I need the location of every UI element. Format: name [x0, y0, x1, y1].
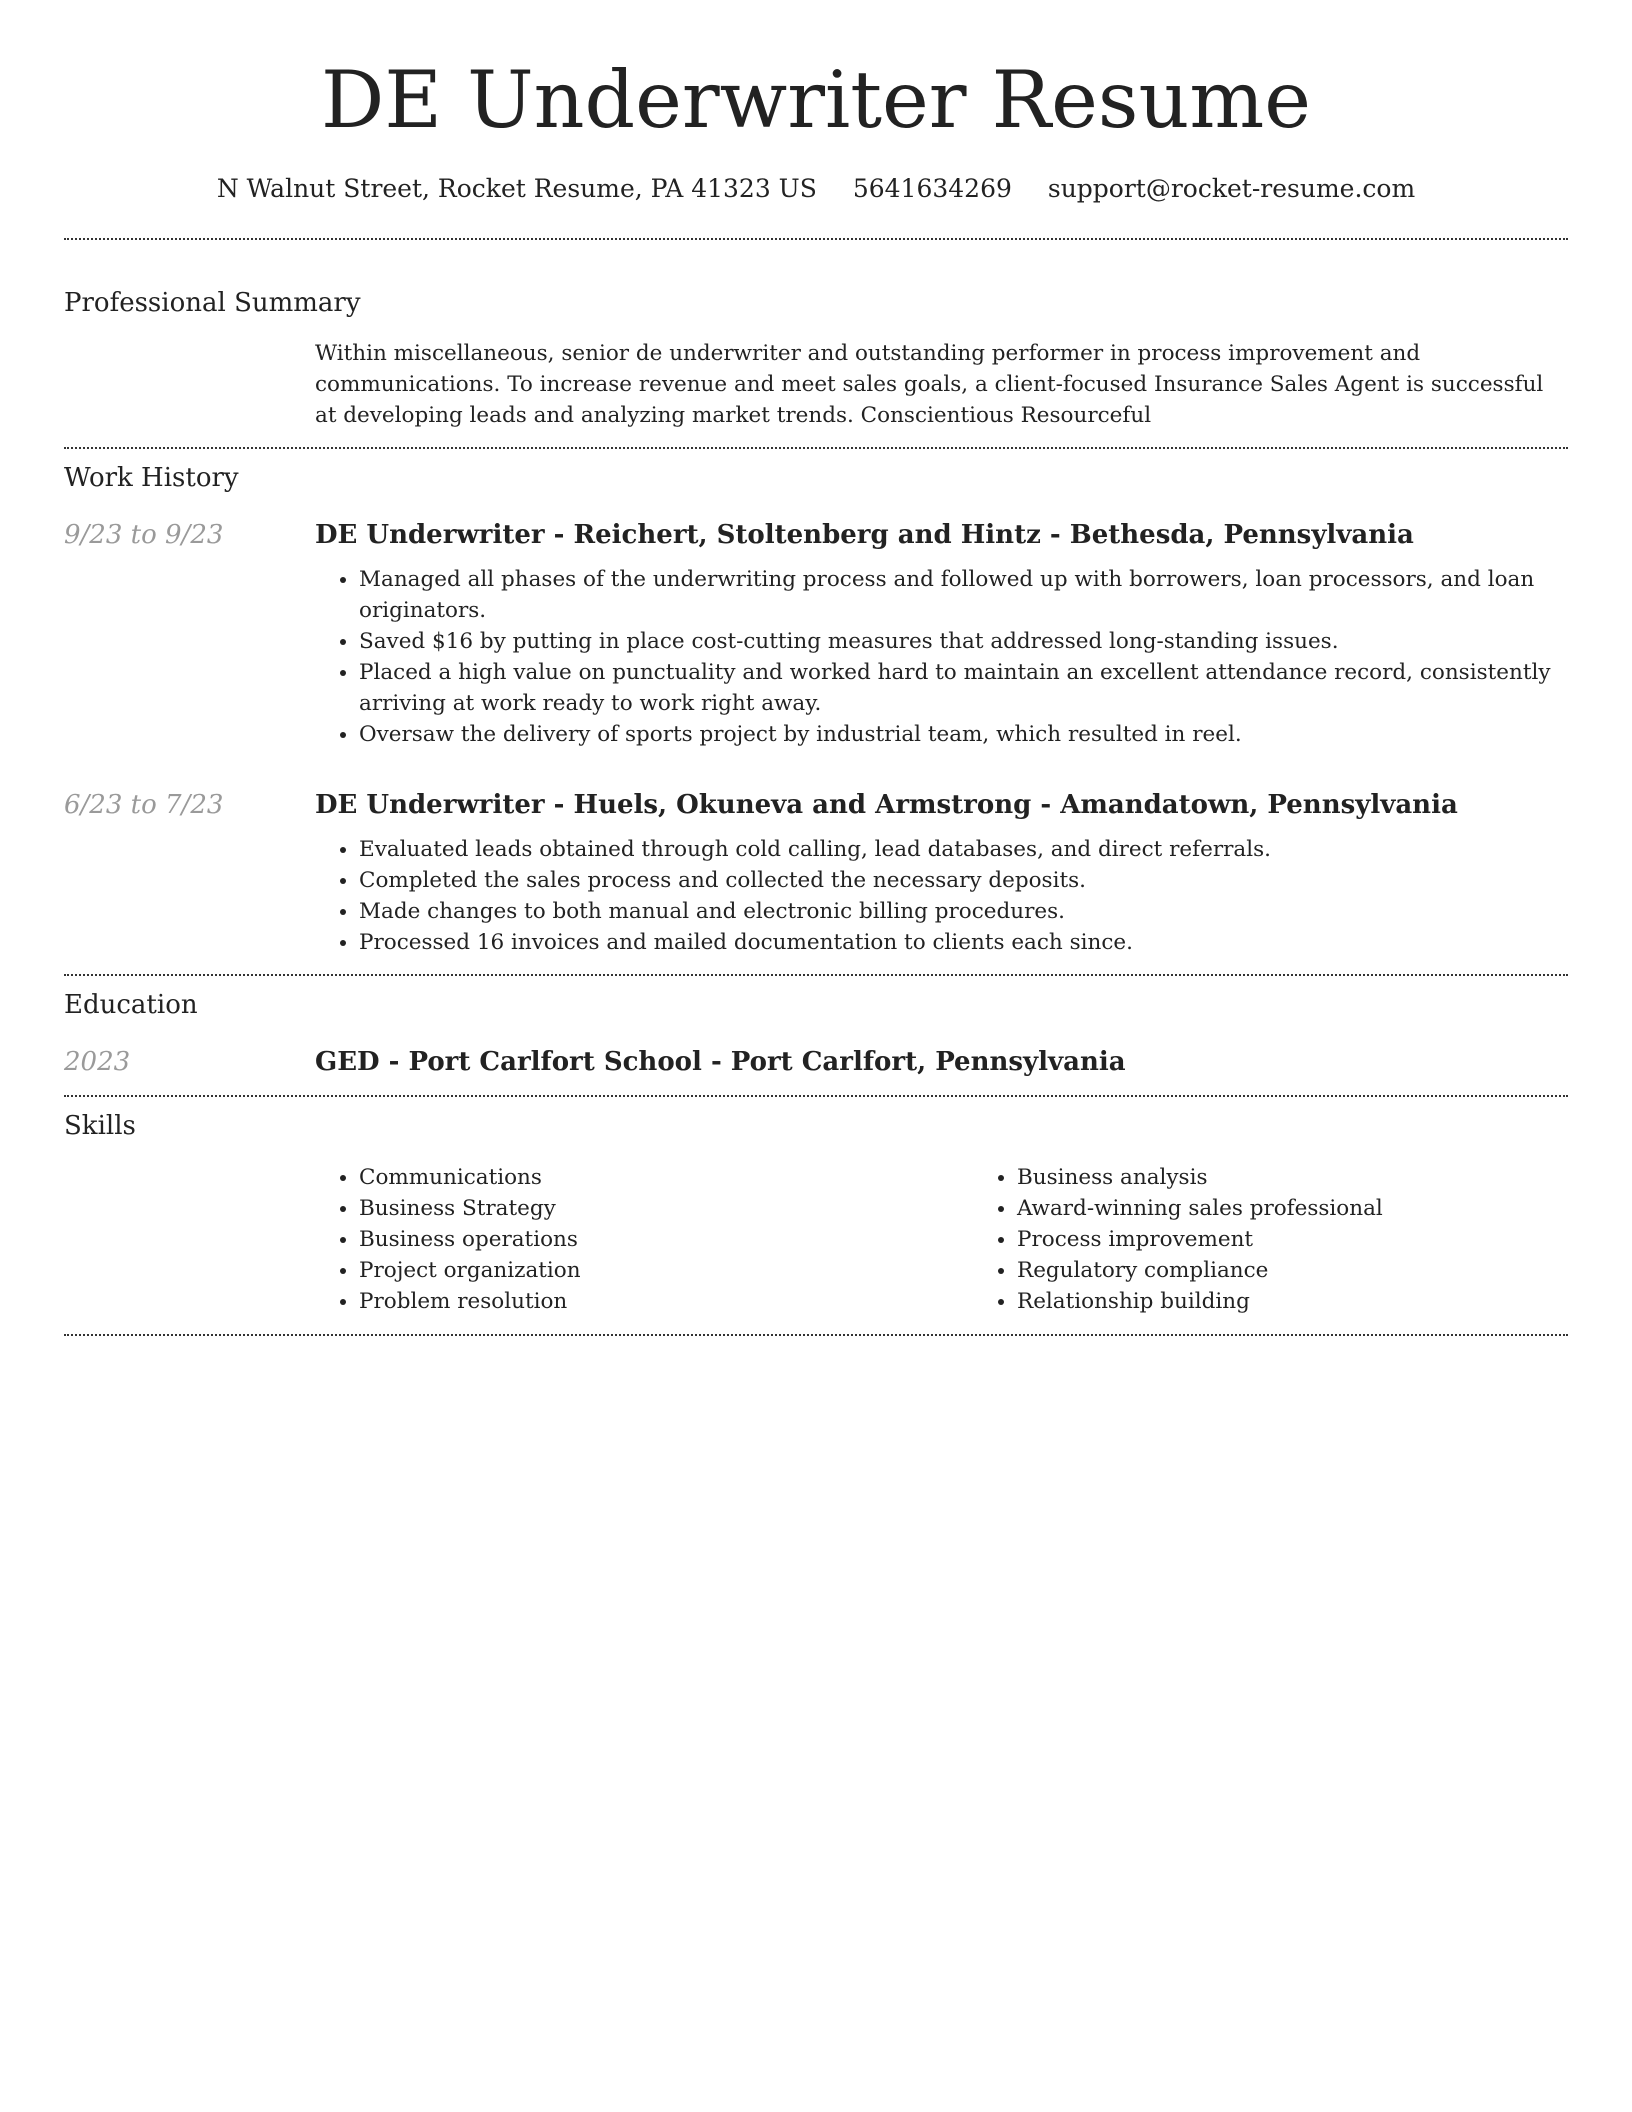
skill-item: • Process improvement	[1017, 1224, 1631, 1255]
skills-list-left	[315, 1162, 973, 1317]
summary-heading: Professional Summary	[64, 288, 361, 318]
skill-item: • Regulatory compliance	[1017, 1255, 1631, 1286]
skill-item: • Project organization	[359, 1255, 973, 1286]
education-divider	[64, 1095, 1568, 1097]
resume-title: DE Underwriter Resume	[320, 54, 1311, 146]
contact-address: N Walnut Street, Rocket Resume, PA 41323 US	[216, 174, 817, 203]
skill-item: • Communications	[359, 1162, 973, 1193]
skill-item: • Business Strategy	[359, 1193, 973, 1224]
skills-heading: Skills	[64, 1111, 136, 1141]
skill-item: • Business operations	[359, 1224, 973, 1255]
work-history-heading: Work History	[64, 463, 239, 493]
skill-item: • Problem resolution	[359, 1286, 973, 1317]
education-section	[64, 988, 1568, 1079]
contact-line	[64, 172, 1568, 206]
education-year: 2023	[64, 1047, 131, 1077]
summary-section	[64, 286, 1568, 431]
job-heading: DE Underwriter - Huels, Okuneva and Armstrong - Amandatown, Pennsylvania	[315, 790, 1458, 820]
contact-email: support@rocket-resume.com	[1047, 174, 1416, 203]
job-bullet: • Evaluated leads obtained through cold calling, lead databases, and direct referrals.	[359, 834, 1568, 865]
summary-divider	[64, 447, 1568, 449]
job-dates: 6/23 to 7/23	[64, 790, 224, 820]
summary-text: Within miscellaneous, senior de underwriter and outstanding performer in process improvement and communications. To increase revenue and meet sales goals, a client-focused Insurance Sales Agent is successful at developing leads and analyzing market trends. Conscientious Resourceful	[315, 341, 1544, 428]
contact-phone: 5641634269	[852, 174, 1012, 203]
job-heading: DE Underwriter - Reichert, Stoltenberg and Hintz - Bethesda, Pennsylvania	[315, 520, 1414, 550]
skill-item: • Business analysis	[1017, 1162, 1631, 1193]
job-bullet: • Managed all phases of the underwriting process and followed up with borrowers, loan processors, and loan originators.	[359, 564, 1568, 626]
job-bullet-list	[315, 834, 1568, 958]
job-bullet: • Placed a high value on punctuality and worked hard to maintain an excellent attendance record, consistently arriving at work ready to work right away.	[359, 657, 1568, 719]
work-history-divider	[64, 974, 1568, 976]
skills-divider	[64, 1334, 1568, 1336]
work-history-section	[64, 461, 1568, 958]
job-bullet: • Made changes to both manual and electronic billing procedures.	[359, 896, 1568, 927]
job-dates: 9/23 to 9/23	[64, 520, 224, 550]
education-heading-line: GED - Port Carlfort School - Port Carlfort, Pennsylvania	[315, 1047, 1126, 1077]
skills-list-right	[973, 1162, 1631, 1317]
skill-item: • Award-winning sales professional	[1017, 1193, 1631, 1224]
education-entry	[64, 1045, 1568, 1079]
skill-item: • Relationship building	[1017, 1286, 1631, 1317]
job-bullet-list	[315, 564, 1568, 750]
skills-section	[64, 1109, 1568, 1317]
job-bullet: • Oversaw the delivery of sports project by industrial team, which resulted in reel.	[359, 719, 1568, 750]
job-entry	[64, 788, 1568, 958]
job-bullet: • Processed 16 invoices and mailed documentation to clients each since.	[359, 927, 1568, 958]
job-entry	[64, 518, 1568, 750]
header-divider	[64, 238, 1568, 240]
education-heading: Education	[64, 990, 198, 1020]
job-bullet: • Completed the sales process and collected the necessary deposits.	[359, 865, 1568, 896]
job-bullet: • Saved $16 by putting in place cost-cutting measures that addressed long-standing issues.	[359, 626, 1568, 657]
